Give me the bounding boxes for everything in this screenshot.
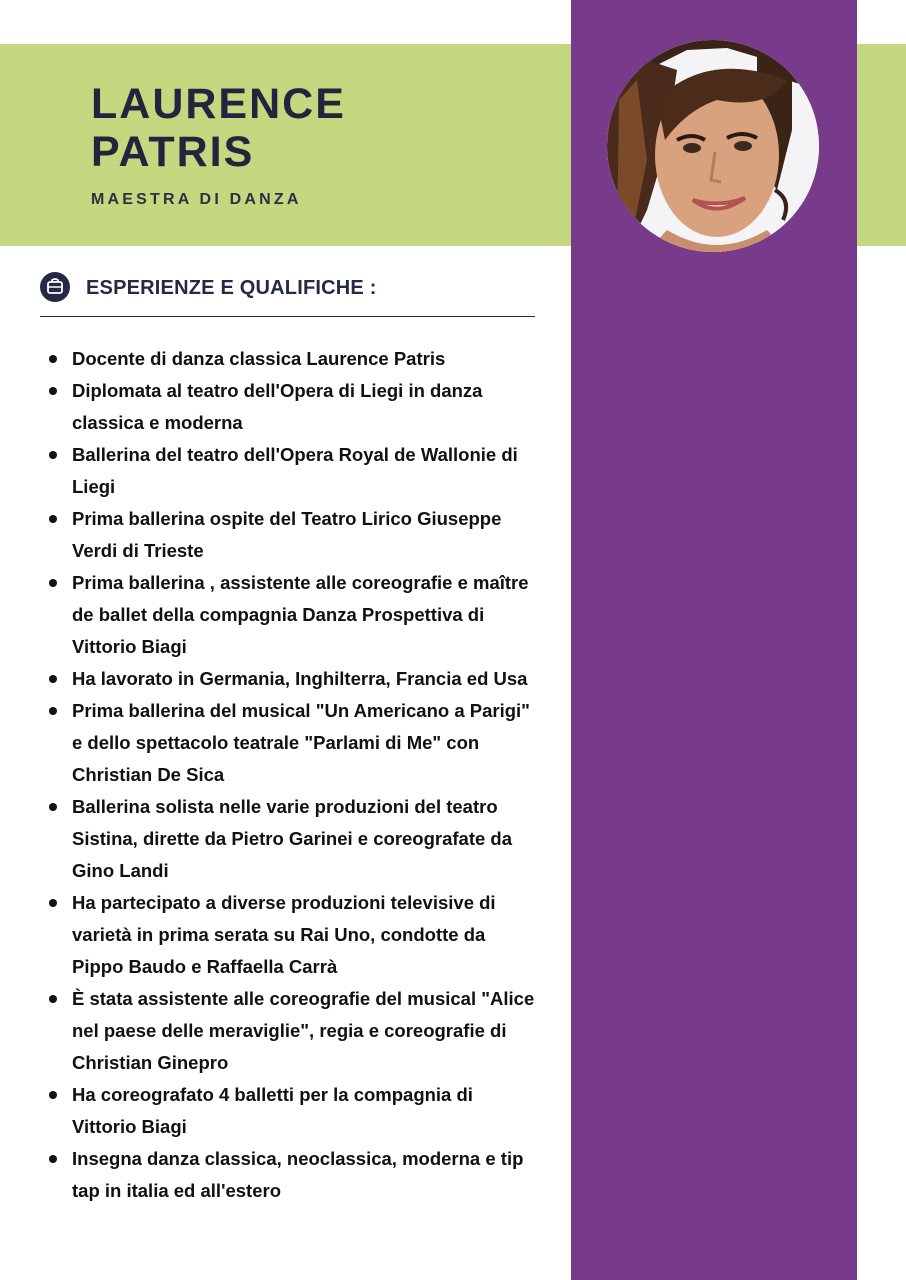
list-item: Insegna danza classica, neoclassica, moderna e tip tap in italia ed all'estero	[72, 1143, 538, 1207]
portrait-photo	[607, 40, 819, 252]
first-name: LAURENCE	[91, 80, 346, 128]
job-title: MAESTRA DI DANZA	[91, 191, 302, 208]
list-item: Ballerina solista nelle varie produzioni del teatro Sistina, dirette da Pietro Garinei e coreografate da Gino Landi	[72, 791, 538, 887]
person-name	[91, 80, 346, 176]
last-name: PATRIS	[91, 128, 255, 176]
list-item: Ballerina del teatro dell'Opera Royal de Wallonie di Liegi	[72, 439, 538, 503]
qualifications-icon	[40, 272, 70, 302]
list-item: Ha partecipato a diverse produzioni televisive di varietà in prima serata su Rai Uno, condotte da Pippo Baudo e Raffaella Carrà	[72, 887, 538, 983]
list-item: Ha lavorato in Germania, Inghilterra, Francia ed Usa	[72, 663, 538, 695]
list-item: Prima ballerina , assistente alle coreografie e maître de ballet della compagnia Danza Prospettiva di Vittorio Biagi	[72, 567, 538, 663]
qualifications-list	[72, 343, 538, 1207]
list-item: Prima ballerina del musical "Un Americano a Parigi" e dello spettacolo teatrale "Parlami di Me" con Christian De Sica	[72, 695, 538, 791]
list-item: Ha coreografato 4 balletti per la compagnia di Vittorio Biagi	[72, 1079, 538, 1143]
list-item: Diplomata al teatro dell'Opera di Liegi in danza classica e moderna	[72, 375, 538, 439]
section-divider	[40, 316, 535, 317]
section-title: ESPERIENZE E QUALIFICHE :	[86, 277, 377, 299]
list-item: Docente di danza classica Laurence Patris	[72, 343, 538, 375]
list-item: È stata assistente alle coreografie del musical "Alice nel paese delle meraviglie", regia e coreografie di Christian Ginepro	[72, 983, 538, 1079]
list-item: Prima ballerina ospite del Teatro Lirico Giuseppe Verdi di Trieste	[72, 503, 538, 567]
